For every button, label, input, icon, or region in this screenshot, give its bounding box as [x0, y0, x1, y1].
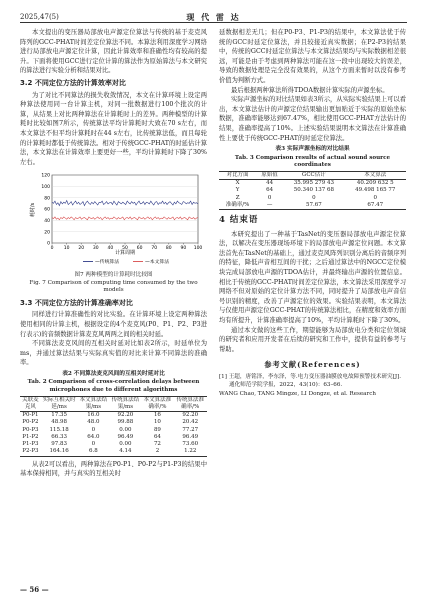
y-tick-label: 0 — [47, 241, 50, 247]
table-2-cell: 99.88 — [117, 419, 134, 426]
table-2-cell: P0-P1 — [20, 412, 41, 420]
conclusion-paragraph-2: 通过本文做的这些工作，期望能够为局部放电分类和定位领域的研究者和应用开发者在后续的研究和工作中，提供有益的参考与帮助。 — [219, 326, 406, 353]
table-2-cell: 92.20 — [173, 412, 207, 420]
table-3-header-1: 原始值 — [256, 172, 283, 180]
table-2-cell: 92.20 — [109, 412, 141, 420]
x-tick-label: 60 — [136, 246, 143, 252]
table-3-header-2: GCC估计 — [283, 172, 344, 180]
figure-7-caption — [20, 272, 207, 295]
table-3-header-0: 对比方面 — [219, 172, 256, 180]
y-tick-label: 60 — [44, 207, 50, 213]
table-row — [219, 195, 406, 202]
table-2-caption-cn: 表2 不同算法麦克风间的互相关时延对比 — [62, 370, 165, 377]
section-3-2-title: 3.2 不同定位方法的计算效率对比 — [20, 78, 126, 87]
table-2-cell: 2 — [141, 448, 173, 456]
table-row — [219, 202, 406, 210]
table-3-cell: 35.995 279 43 — [283, 180, 344, 188]
table-2-cell: 64.0 — [87, 433, 100, 440]
table-2-cell: 89 — [153, 426, 161, 433]
table-2-cell: 96.49 — [182, 433, 199, 440]
intro-paragraph: 本文提出的变压器局部放电声源定位算法与传统的基于麦克风阵列的GCC-PHAT时间差定位算法不同。本算法利用深度学习网络进行局部放电声源定位计算，因此计算效率和准确性均有较高的提升。下面将使用GCC进行定位计算的算法作为原始算法与本文研究的算法进行实验分析和结果对比。 — [20, 29, 207, 75]
table-2-cell: 0.00 — [119, 441, 132, 448]
table-row — [219, 180, 406, 188]
left-column — [20, 28, 207, 479]
table-2-cell: 6.8 — [77, 448, 109, 456]
y-tick-label: 100 — [41, 185, 50, 191]
x-tick-label: 70 — [151, 246, 158, 252]
computing-time-chart — [28, 170, 204, 270]
x-tick-label: 0 — [50, 246, 54, 252]
table-2-cell: 0 — [91, 426, 96, 433]
references-title: 参考文献(References) — [264, 360, 361, 370]
header-rule — [20, 22, 407, 23]
table-2-cell: 20.42 — [182, 419, 199, 426]
table-2-header-2: 本文算法结果/ms — [77, 396, 109, 411]
table-2-cell: 164.16 — [41, 448, 78, 456]
journal-name: 现 代 雷 达 — [186, 12, 241, 22]
section-3-3-paragraph-2: 不同算法麦克风间的互相关时延对比如表2所示，时延单位为ms，并通过算法结果与实际真实值的对比来计算不同算法的准确率。 — [20, 340, 207, 367]
table-2-cell: 48.98 — [51, 419, 67, 426]
table-2-cell: 16 — [141, 412, 173, 420]
table-2-cell: P0-P3 — [22, 426, 39, 433]
legend-label-1: —本文算法 — [145, 260, 169, 266]
table-3-cell: 0 — [373, 194, 378, 201]
table-3-cell: 49.498 165 77 — [355, 187, 396, 194]
table-2-cell: 64 — [153, 433, 161, 440]
y-tick-label: 40 — [44, 219, 50, 225]
x-tick-label: 20 — [78, 246, 85, 252]
figure-caption-cn: 图7 两种模型的计算耗时比较图 — [74, 272, 153, 279]
table-2-header-0: 关联麦克风 — [20, 396, 41, 411]
table-row — [20, 441, 207, 448]
table-row — [20, 434, 207, 441]
table-2-cell: P0-P2 — [22, 419, 39, 426]
table-2-discussion: 从表2可以看出，两种算法在P0-P1、P0-P2与P1-P3的结果中基本保持相同，并与真实的互相关时 — [20, 460, 207, 478]
page-number: — 56 — — [20, 585, 49, 594]
section-3-3-title: 3.3 不同定位方法的计算准确率对比 — [20, 298, 133, 307]
table-2-header-3: 传统算法结果/ms — [109, 396, 141, 411]
table-2-cell: 77.27 — [182, 426, 199, 433]
figure-caption-en: Fig. 7 Comparison of computing time consumed by the two models — [29, 279, 198, 294]
x-tick-label: 10 — [63, 246, 70, 252]
table-2-cell: 0.00 — [119, 426, 132, 433]
reference-1: [1] 王超，唐铭泽，李东泽，等.电力变压器油膜放电故障预警技术研究[J].通化师范学院学报，2022，43(10)：63–66. — [219, 373, 402, 389]
y-tick-label: 120 — [41, 173, 50, 179]
x-tick-label: 30 — [92, 246, 99, 252]
table-2-cell: 1.22 — [173, 448, 207, 456]
table-row — [219, 187, 406, 194]
legend-label-0: —传统算法 — [95, 260, 119, 266]
section-4-title: 4 结束语 — [219, 215, 259, 226]
x-axis-label: 计算周期 — [114, 250, 136, 257]
table-3-cell: Z — [235, 194, 240, 201]
table-3-cell: 0 — [312, 194, 316, 201]
x-tick-label: 50 — [122, 246, 128, 252]
section-3-2-paragraph: 为了对比不同算法的损失收敛情况，本文在计算环境上设定两种算法使用同一台计算主机，对同一批数据进行100个批次的计算，从结果上对比两种算法在计算耗时上的差异。两种模型的计算耗时比较如图7所示，传统算法平均计算耗时大致在70 s左右，而本文算法不但平均计算耗时在44 s左右，比传统算法低，而且每轮的计算耗时都低于传统算法。相对于传统GCC-PHAT的时延估计算法，本文算法在计算效率上要更好一些，平均计算耗时下降了30%左右。 — [20, 91, 207, 166]
y-tick-label: 80 — [44, 196, 50, 202]
table-2-caption-en — [20, 379, 207, 393]
section-3-3-paragraph-1: 同样进行计算准确性的对比实验。在计算环境上设定两种算法使用相同的计算主机，根据设定的4个麦克风(P0、P1、P2、P3进行表示)的音频数据计算麦克风两两之间的相关时延。 — [20, 311, 207, 338]
table-3-cell: — — [256, 202, 283, 210]
table-2-cell: 97.83 — [51, 441, 67, 448]
table-3-cell: 67.47 — [345, 202, 406, 210]
coordinate-paragraph: 最后根据两种算法所得TDOA数据计算实际的声源坐标。 — [231, 86, 389, 94]
table-2-cell: 96.49 — [117, 433, 134, 440]
table-2-caption-en-line1: Tab. 2 Comparison of cross-correlation delays between — [27, 379, 200, 386]
table-2-header-1: 实际互相关时延/ms — [42, 396, 76, 411]
y-axis-label: 耗时/s — [30, 203, 36, 218]
x-tick-label: 40 — [107, 246, 114, 252]
table-2-cell: P2-P3 — [20, 448, 41, 456]
table-2-cell: P1-P3 — [22, 441, 39, 448]
table-2-cell: 10 — [153, 419, 161, 426]
table-row — [20, 412, 207, 420]
x-tick-label: 100 — [193, 246, 203, 252]
table-3-cell: 44 — [256, 180, 283, 188]
table-row — [20, 448, 207, 456]
conclusion-paragraph-1: 本研究提出了一种基于TasNet的变压器局部放电声源定位算法，以解决在变压器现场环境下的局部放电声源定位问题。本文算法首先在TasNet的基础上，通过麦克风阵列识别分离后的音频序列的特征，降低声音相互间的干扰；之后通过算法中的NGCC定位模块完成局部放电声源的TDOA估计，并最终输出声源的位置信息。相比于传统的GCC-PHAT时间差定位算法，本文算法采用深度学习网络不但对原始的定位计算方法不同，同时提升了局部放电声音信号识别的精度，改善了声源定位的效果。实验结果表明，本文算法与仅使用声源定位GCC-PHAT的传统算法相比，在精度和效率方面均有所提升，计算准确率提高了10%，平均计算耗时下降了30%。 — [219, 230, 406, 324]
x-tick-label: 90 — [180, 246, 187, 252]
y-tick-label: 20 — [44, 230, 50, 236]
table-3 — [219, 171, 406, 210]
continued-paragraph: 延数据相差无几；但在P0-P3、P1-P3的结果中，本文算法优于传统的GCC时延定位算法，并且较接近真实数据；在P2-P3的结果中，传统的GCC时延定位算法与本文算法结果均与实际数据相差很远，可能是由于考虑到两种算法可能在这一段中出现较大的误差，导致的数据处理是完全没有效果的，从这个方面来暂时以没有参考价值为判断方式。 — [219, 29, 406, 84]
table-2-caption-en-line2: microphones due to different algorithms — [49, 386, 178, 393]
table-3-cell: 0 — [267, 194, 272, 201]
table-2-cell: 48.0 — [87, 419, 100, 426]
table-2 — [20, 396, 207, 457]
table-3-header-3: 本文算法 — [345, 172, 406, 180]
table-2-cell: P1-P2 — [22, 433, 39, 440]
table-row — [20, 427, 207, 434]
table-3-intro-paragraph: 实际声源坐标的对比结果如表3所示，从实际实验结果上可以看出，本文算法估计的声源定位结果输出更加贴近于实际的原始坐标数据，准确率能够达到67.47%，相比使用GCC-PHAT方法估计的结果，准确率提高了10%。上述实验结果说明本文算法在计算准确性上要优于传统GCC-PHAT的时延定位算法。 — [219, 96, 406, 142]
table-2-header-4: 本文算法准确率/% — [141, 396, 173, 411]
table-3-cell: 64 — [266, 187, 274, 194]
table-3-cell: X — [219, 180, 256, 188]
table-3-cell: 57.67 — [283, 202, 344, 210]
table-2-cell: 0 — [91, 441, 96, 448]
table-3-caption-en: Tab. 3 Comparison results of actual sound source coordinates — [234, 154, 391, 168]
table-row — [20, 419, 207, 426]
table-2-cell: 16.0 — [77, 412, 109, 420]
table-2-cell: 66.33 — [51, 433, 67, 440]
table-2-cell: 115.18 — [49, 426, 69, 433]
table-2-cell: 73.60 — [182, 441, 199, 448]
right-column — [219, 28, 406, 400]
table-3-cell: Y — [235, 187, 240, 194]
reference-1-en: WANG Chao, TANG Mingze, LI Dongze, et al. Research — [219, 391, 376, 398]
table-2-header-5: 传统算法准确率/% — [173, 396, 207, 411]
table-2-cell: 72 — [153, 441, 161, 448]
table-3-caption-cn: 表3 实际声源坐标的对比结果 — [275, 146, 350, 153]
chart-svg — [28, 170, 204, 270]
table-3-cell: 准确率/% — [219, 202, 256, 210]
volume-info: 2025,47(5) — [20, 13, 59, 21]
table-3-cell: 50.340 137 68 — [293, 187, 334, 194]
table-3-cell: 40.209 632 5 — [345, 180, 406, 188]
table-2-cell: 17.35 — [41, 412, 78, 420]
table-2-cell: 4.14 — [109, 448, 141, 456]
x-tick-label: 80 — [165, 246, 172, 252]
